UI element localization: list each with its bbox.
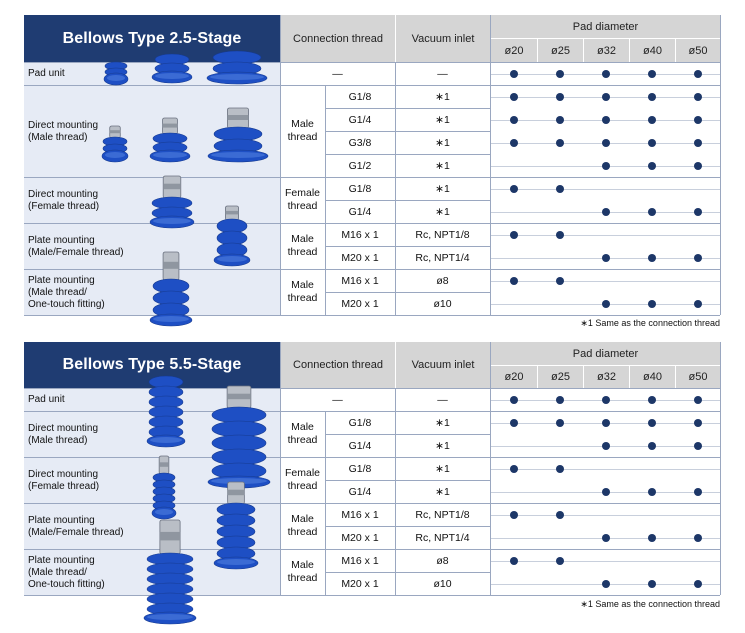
direct-mount-male-image xyxy=(100,126,130,162)
availability-dot xyxy=(694,442,702,450)
availability-dot xyxy=(602,208,610,216)
thread-type: Female thread xyxy=(284,467,320,492)
availability-dot xyxy=(648,419,656,427)
availability-dot xyxy=(510,139,518,147)
grid-line xyxy=(325,572,490,573)
connection-thread: M16 x 1 xyxy=(341,508,379,521)
availability-dot xyxy=(556,116,564,124)
availability-dot xyxy=(556,419,564,427)
diameter-header: ø50 xyxy=(676,366,720,388)
connection-thread: — xyxy=(332,393,343,406)
connection-thread: G1/8 xyxy=(348,182,372,195)
vacuum-inlet: ø8 xyxy=(436,274,449,287)
grid-line xyxy=(325,223,326,269)
grid-line xyxy=(490,342,491,595)
availability-guide xyxy=(490,561,720,562)
connection-thread: G1/4 xyxy=(348,113,372,126)
vacuum-inlet: ∗1 xyxy=(435,159,450,172)
vacuum-inlet: ∗1 xyxy=(435,439,450,452)
availability-dot xyxy=(694,534,702,542)
availability-dot xyxy=(648,162,656,170)
thread-type: Male thread xyxy=(287,559,318,584)
availability-dot xyxy=(694,116,702,124)
availability-dot xyxy=(602,139,610,147)
availability-dot xyxy=(694,488,702,496)
availability-dot xyxy=(648,93,656,101)
grid-line xyxy=(325,457,326,503)
connection-thread: G1/8 xyxy=(348,462,372,475)
availability-dot xyxy=(556,465,564,473)
connection-thread-header: Connection thread xyxy=(281,342,395,388)
vacuum-inlet: ∗1 xyxy=(435,182,450,195)
vacuum-inlet: ø10 xyxy=(433,577,452,590)
direct-mount-male-image xyxy=(148,118,192,162)
pad-unit-image xyxy=(102,63,130,85)
grid-line xyxy=(24,315,720,316)
thread-type: Male thread xyxy=(287,118,318,143)
availability-dot xyxy=(510,116,518,124)
grid-line xyxy=(720,15,721,315)
diameter-header: ø50 xyxy=(676,39,720,62)
grid-line xyxy=(325,549,326,595)
diameter-header: ø25 xyxy=(538,39,583,62)
vacuum-inlet: ø8 xyxy=(436,554,449,567)
vacuum-inlet-header: Vacuum inlet xyxy=(396,342,490,388)
grid-line xyxy=(720,342,721,595)
grid-line xyxy=(325,131,490,132)
availability-dot xyxy=(694,70,702,78)
vacuum-inlet: — xyxy=(437,67,448,80)
availability-dot xyxy=(602,70,610,78)
pad-unit-image xyxy=(150,55,194,83)
availability-guide xyxy=(490,515,720,516)
availability-dot xyxy=(510,557,518,565)
grid-line xyxy=(325,411,326,457)
pad-unit-image xyxy=(205,52,269,84)
thread-type: Male thread xyxy=(287,279,318,304)
availability-dot xyxy=(510,396,518,404)
availability-dot xyxy=(510,419,518,427)
direct-mount-female-image xyxy=(148,176,196,228)
diameter-header: ø40 xyxy=(630,39,675,62)
availability-dot xyxy=(556,231,564,239)
availability-dot xyxy=(556,70,564,78)
connection-thread: M20 x 1 xyxy=(341,297,379,310)
grid-line xyxy=(325,292,490,293)
availability-dot xyxy=(694,208,702,216)
availability-dot xyxy=(602,580,610,588)
availability-dot xyxy=(694,580,702,588)
grid-line xyxy=(490,38,720,39)
connection-thread: G1/8 xyxy=(348,90,372,103)
grid-line xyxy=(537,366,538,388)
connection-thread-header: Connection thread xyxy=(281,15,395,62)
row-group-label: Plate mounting (Male/Female thread) xyxy=(24,504,280,549)
availability-dot xyxy=(602,116,610,124)
connection-thread: M20 x 1 xyxy=(341,531,379,544)
connection-thread: G3/8 xyxy=(348,136,372,149)
thread-type: Male thread xyxy=(287,513,318,538)
availability-dot xyxy=(648,488,656,496)
thread-type: Male thread xyxy=(287,421,318,446)
vacuum-inlet-header: Vacuum inlet xyxy=(396,15,490,62)
vacuum-inlet: Rc, NPT1/8 xyxy=(415,508,470,521)
grid-line xyxy=(325,177,326,223)
connection-thread: G1/4 xyxy=(348,485,372,498)
availability-dot xyxy=(510,231,518,239)
thread-type: Female thread xyxy=(284,187,320,212)
grid-line xyxy=(675,39,676,62)
vacuum-inlet: ∗1 xyxy=(435,136,450,149)
row-group-label: Plate mounting (Male thread/ One-touch fitting) xyxy=(24,270,280,315)
row-group-label: Pad unit xyxy=(24,389,280,411)
availability-dot xyxy=(602,93,610,101)
availability-dot xyxy=(694,396,702,404)
footnote: ∗1 Same as the connection thread xyxy=(580,318,720,328)
connection-thread: M20 x 1 xyxy=(341,577,379,590)
grid-line xyxy=(675,366,676,388)
grid-line xyxy=(395,388,396,595)
availability-dot xyxy=(556,185,564,193)
plate-mount-image xyxy=(212,482,260,569)
grid-line xyxy=(325,526,490,527)
availability-dot xyxy=(694,162,702,170)
grid-line xyxy=(583,39,584,62)
vacuum-inlet: Rc, NPT1/8 xyxy=(415,228,470,241)
availability-dot xyxy=(602,254,610,262)
grid-line xyxy=(629,366,630,388)
grid-line xyxy=(24,223,490,224)
connection-thread: M16 x 1 xyxy=(341,274,379,287)
connection-thread: M20 x 1 xyxy=(341,251,379,264)
connection-thread: — xyxy=(332,67,343,80)
availability-dot xyxy=(648,139,656,147)
grid-line xyxy=(280,342,281,595)
diameter-header: ø32 xyxy=(584,39,629,62)
grid-line xyxy=(24,177,490,178)
diameter-header: ø25 xyxy=(538,366,583,388)
connection-thread: M16 x 1 xyxy=(341,554,379,567)
row-group-label: Plate mounting (Male thread/ One-touch fitting) xyxy=(24,550,280,595)
vacuum-inlet: ∗1 xyxy=(435,462,450,475)
grid-line xyxy=(490,15,491,315)
availability-dot xyxy=(648,254,656,262)
availability-guide xyxy=(490,469,720,470)
availability-dot xyxy=(556,93,564,101)
row-group-label: Direct mounting (Male thread) xyxy=(24,86,280,177)
vacuum-inlet: Rc, NPT1/4 xyxy=(415,531,470,544)
pad-diameter-header: Pad diameter xyxy=(491,342,720,365)
availability-dot xyxy=(556,139,564,147)
pad-unit-image xyxy=(145,377,187,447)
connection-thread: G1/8 xyxy=(348,416,372,429)
row-group-label: Direct mounting (Female thread) xyxy=(24,178,280,223)
availability-dot xyxy=(648,116,656,124)
availability-dot xyxy=(510,277,518,285)
availability-dot xyxy=(694,254,702,262)
vacuum-inlet: ø10 xyxy=(433,297,452,310)
availability-guide xyxy=(490,189,720,190)
availability-dot xyxy=(556,396,564,404)
availability-dot xyxy=(602,162,610,170)
diameter-header: ø20 xyxy=(491,366,537,388)
grid-line xyxy=(24,388,720,389)
grid-line xyxy=(325,434,490,435)
availability-dot xyxy=(648,70,656,78)
thread-type: Male thread xyxy=(287,233,318,258)
table-title: Bellows Type 2.5-Stage xyxy=(24,15,280,62)
availability-dot xyxy=(602,300,610,308)
grid-line xyxy=(325,480,490,481)
diameter-header: ø20 xyxy=(491,39,537,62)
availability-dot xyxy=(602,442,610,450)
availability-dot xyxy=(694,419,702,427)
row-group-label: Pad unit xyxy=(24,63,280,85)
availability-dot xyxy=(510,93,518,101)
availability-dot xyxy=(602,396,610,404)
grid-line xyxy=(325,269,326,315)
availability-dot xyxy=(648,580,656,588)
availability-dot xyxy=(556,277,564,285)
grid-line xyxy=(280,15,281,315)
diameter-header: ø40 xyxy=(630,366,675,388)
vacuum-inlet: Rc, NPT1/4 xyxy=(415,251,470,264)
row-group-label: Plate mounting (Male/Female thread) xyxy=(24,224,280,269)
direct-mount-female-image xyxy=(150,456,178,519)
availability-dot xyxy=(648,208,656,216)
vacuum-inlet: ∗1 xyxy=(435,113,450,126)
grid-line xyxy=(325,85,326,177)
grid-line xyxy=(325,246,490,247)
grid-line xyxy=(537,39,538,62)
availability-dot xyxy=(694,93,702,101)
grid-line xyxy=(490,365,720,366)
availability-dot xyxy=(648,534,656,542)
availability-dot xyxy=(648,442,656,450)
availability-dot xyxy=(556,511,564,519)
connection-thread: G1/2 xyxy=(348,159,372,172)
availability-dot xyxy=(602,534,610,542)
row-group-label: Direct mounting (Female thread) xyxy=(24,458,280,503)
availability-guide xyxy=(490,235,720,236)
connection-thread: G1/4 xyxy=(348,205,372,218)
grid-line xyxy=(629,39,630,62)
one-touch-fitting-image xyxy=(142,520,198,624)
direct-mount-male-image xyxy=(206,386,272,488)
grid-line xyxy=(325,108,490,109)
grid-line xyxy=(24,85,490,86)
grid-line xyxy=(325,154,490,155)
vacuum-inlet: ∗1 xyxy=(435,485,450,498)
grid-line xyxy=(583,366,584,388)
pad-diameter-header: Pad diameter xyxy=(491,15,720,38)
grid-line xyxy=(395,15,396,62)
availability-dot xyxy=(510,465,518,473)
availability-dot xyxy=(602,419,610,427)
availability-dot xyxy=(556,557,564,565)
table-title: Bellows Type 5.5-Stage xyxy=(24,342,280,388)
grid-line xyxy=(325,503,326,549)
vacuum-inlet: ∗1 xyxy=(435,90,450,103)
one-touch-fitting-image xyxy=(148,252,194,326)
row-group-label: Direct mounting (Male thread) xyxy=(24,412,280,457)
availability-dot xyxy=(510,70,518,78)
availability-dot xyxy=(694,139,702,147)
vacuum-inlet: — xyxy=(437,393,448,406)
grid-line xyxy=(24,269,490,270)
grid-line xyxy=(24,595,720,596)
connection-thread: M16 x 1 xyxy=(341,228,379,241)
plate-mount-image xyxy=(212,206,252,266)
availability-dot xyxy=(602,488,610,496)
availability-dot xyxy=(510,185,518,193)
availability-dot xyxy=(648,300,656,308)
availability-guide xyxy=(490,281,720,282)
vacuum-inlet: ∗1 xyxy=(435,416,450,429)
availability-dot xyxy=(694,300,702,308)
footnote: ∗1 Same as the connection thread xyxy=(580,599,720,609)
grid-line xyxy=(325,200,490,201)
connection-thread: G1/4 xyxy=(348,439,372,452)
diameter-header: ø32 xyxy=(584,366,629,388)
availability-dot xyxy=(510,511,518,519)
grid-line xyxy=(395,62,396,315)
vacuum-inlet: ∗1 xyxy=(435,205,450,218)
availability-dot xyxy=(648,396,656,404)
direct-mount-male-image xyxy=(206,108,270,162)
grid-line xyxy=(395,342,396,388)
